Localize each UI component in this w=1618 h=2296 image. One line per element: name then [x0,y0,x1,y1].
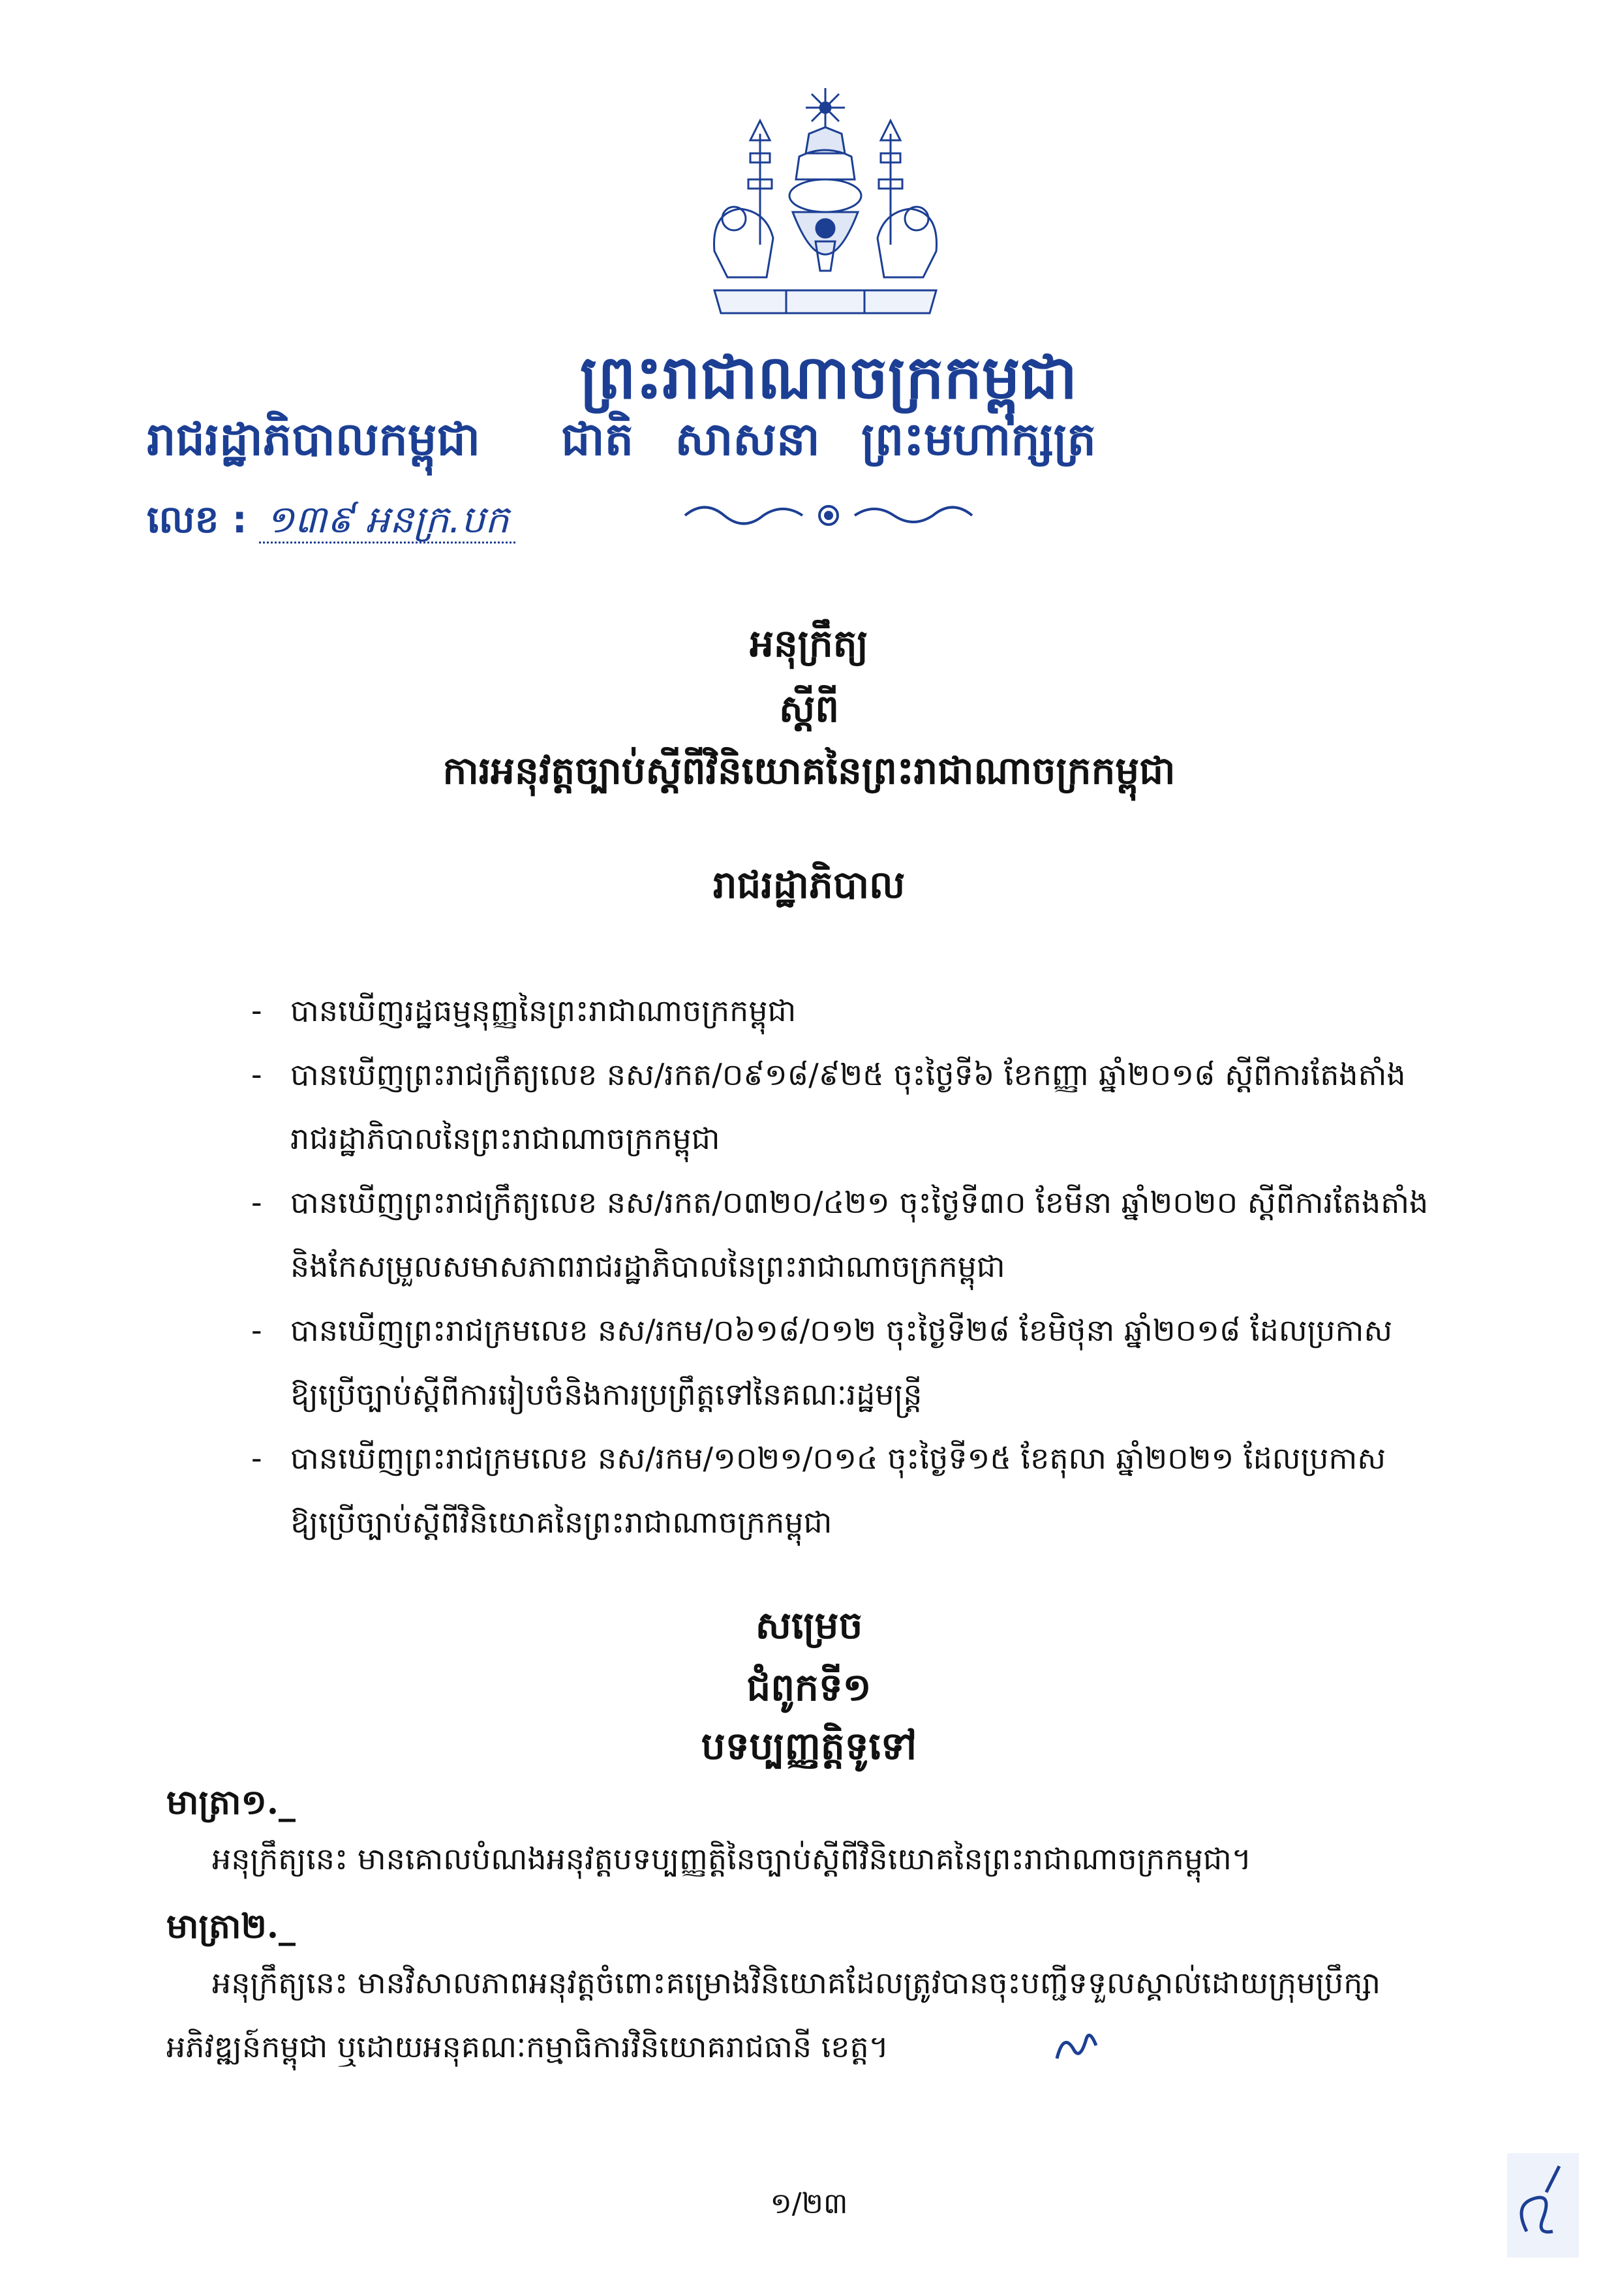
list-item-text: បានឃើញព្រះរាជក្រឹត្យលេខ នស/រកត/០៣២០/៤២១ ចុះថ្ងៃទី៣០ ខែមីនា ឆ្នាំ២០២០ ស្តីពីការតែងតាំង [290,1185,1429,1220]
reference-label: លេខ : [147,497,247,542]
reference-number [147,496,515,551]
subject-title: ការអនុវត្តច្បាប់ស្តីពីវិនិយោគនៃព្រះរាជាណាចក្រកម្ពុជា [442,748,1176,793]
about-label: ស្តីពី [778,686,840,731]
list-dash: - [251,1313,262,1348]
preamble-list [251,979,1439,1554]
list-item-text: បានឃើញព្រះរាជក្រមលេខ នស/រកម/០៦១៨/០១២ ចុះថ្ងៃទី២៨ ខែមិថុនា ឆ្នាំ២០១៨ ដែលប្រកាស [290,1313,1393,1348]
motto-king: ព្រះមហាក្សត្រ [861,412,1096,466]
motto-religion: សាសនា [675,412,820,466]
chapter-title: បទប្បញ្ញត្តិទូទៅ [701,1724,917,1768]
list-item-text-continued: និងកែសម្រួលសមាសភាពរាជរដ្ឋាភិបាលនៃព្រះរាជាណាចក្រកម្ពុជា [290,1249,1005,1284]
list-dash: - [251,993,262,1028]
article-2-heading: មាត្រា២._ [166,1906,296,1946]
list-item [251,1426,1439,1554]
document-type-title: អនុក្រឹត្យ [750,621,868,666]
royal-coat-of-arms-emblem [688,82,962,336]
list-item-text-continued: ឱ្យប្រើច្បាប់ស្តីពីវិនិយោគនៃព្រះរាជាណាចក្រកម្ពុជា [290,1505,832,1540]
list-item [251,1043,1439,1171]
list-item [251,1171,1439,1298]
kingdom-title: ព្រះរាជាណាចក្រកម្ពុជា [579,342,1078,412]
list-dash: - [251,1441,262,1476]
handwritten-initial-icon [1050,2019,1103,2072]
list-item [251,979,1439,1043]
government-name: រាជរដ្ឋាភិបាលកម្ពុជា [147,412,480,466]
article-1-text: អនុក្រឹត្យនេះ មានគោលបំណងអនុវត្តបទប្បញ្ញត្តិនៃច្បាប់ស្តីពីវិនិយោគនៃព្រះរាជាណាចក្រកម្ពុជា។ [212,1841,1252,1876]
list-item-text-continued: រាជរដ្ឋាភិបាលនៃព្រះរាជាណាចក្រកម្ពុជា [290,1121,720,1156]
list-dash: - [251,1185,262,1220]
list-item-text: បានឃើញរដ្ឋធម្មនុញ្ញនៃព្រះរាជាណាចក្រកម្ពុជា [290,993,797,1028]
list-dash: - [251,1057,262,1092]
list-item-text-continued: ឱ្យប្រើច្បាប់ស្តីពីការរៀបចំនិងការប្រព្រឹត្តទៅនៃគណៈរដ្ឋមន្ត្រី [290,1377,923,1412]
national-motto [561,411,1096,478]
article-2-text: អនុក្រឹត្យនេះ មានវិសាលភាពអនុវត្តចំពោះគម្រោងវិនិយោគដែលត្រូវបានចុះបញ្ជីទទួលស្គាល់ដោយក្រុមប្រឹក្សាអភិវឌ្ឍន៍កម្ពុជា ឬដោយអនុគណៈកម្មាធិការវិនិយោគរាជធានី ខេត្ត។ [166,1965,1381,2064]
list-item-text: បានឃើញព្រះរាជក្រឹត្យលេខ នស/រកត/០៩១៨/៩២៥ ចុះថ្ងៃទី៦ ខែកញ្ញា ឆ្នាំ២០១៨ ស្តីពីការតែងតាំង [290,1057,1406,1092]
chapter-number: ជំពូកទី១ [746,1665,872,1709]
reference-value: ១៣៩ អនក្រ.បក [259,497,515,543]
ornament-divider-icon [679,496,979,535]
motto-nation: ជាតិ [561,412,634,466]
list-item-text: បានឃើញព្រះរាជក្រមលេខ នស/រកម/១០២១/០១៤ ចុះថ្ងៃទី១៥ ខែតុលា ឆ្នាំ២០២១ ដែលប្រកាស [290,1441,1386,1476]
list-item [251,1298,1439,1426]
article-1-heading: មាត្រា១._ [166,1783,296,1822]
handwritten-signature-icon [1507,2153,1579,2258]
issuer-title: រាជរដ្ឋាភិបាល [712,863,906,907]
decision-title: សម្រេច [755,1603,863,1647]
page-number: ១/២៣ [770,2187,848,2220]
